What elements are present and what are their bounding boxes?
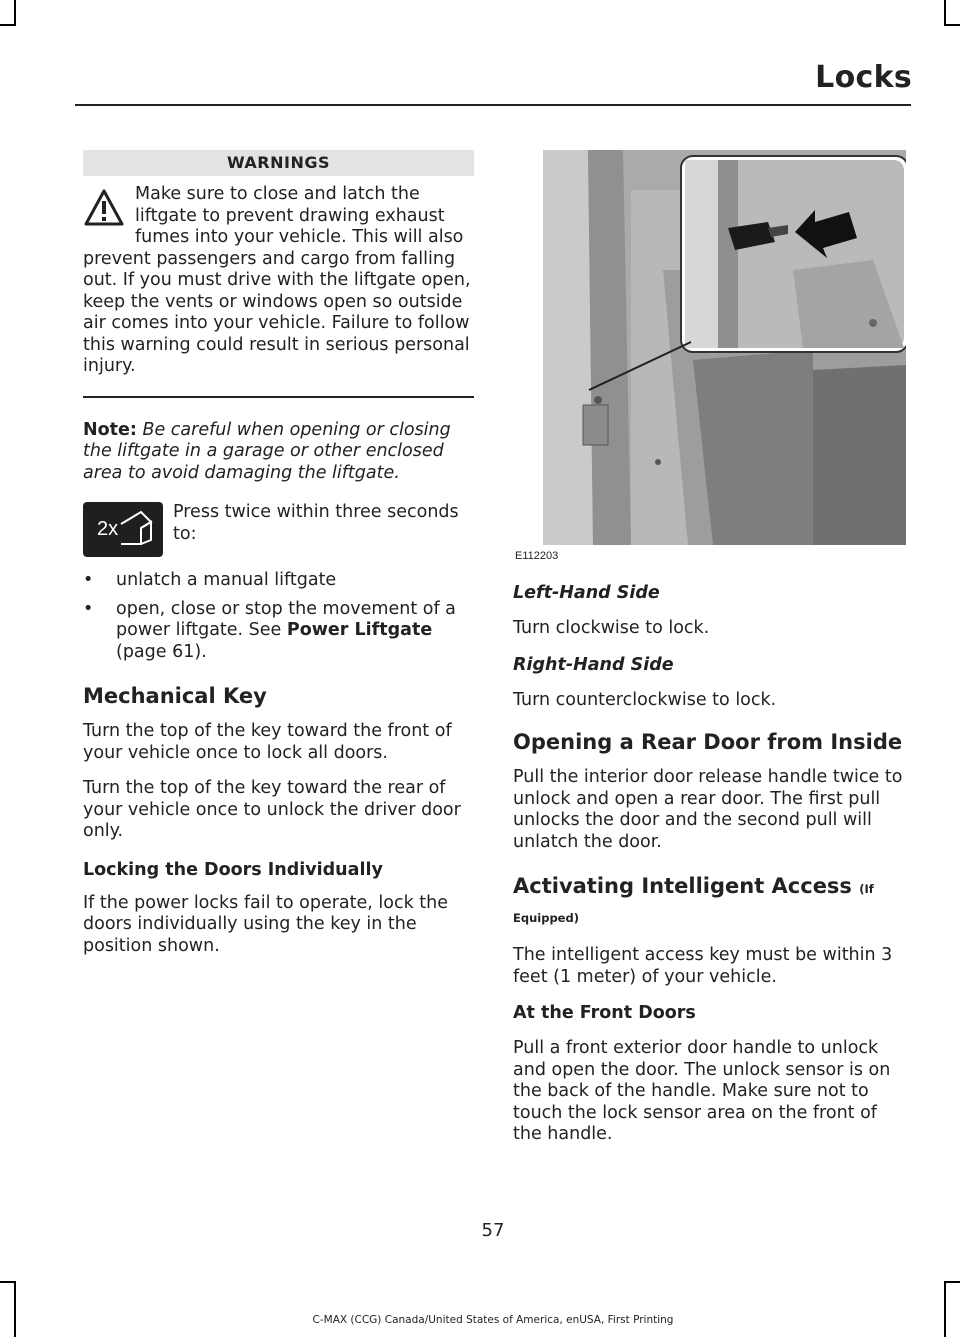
section-heading-intelligent-access	[513, 873, 906, 931]
crop-mark	[14, 0, 16, 24]
paragraph: Turn clockwise to lock.	[513, 618, 710, 638]
warnings-heading: WARNINGS	[83, 150, 474, 176]
paragraph: Turn the top of the key toward the rear of your vehicle once to unlock the driver door only.	[83, 778, 461, 841]
page-footer: C-MAX (CCG) Canada/United States of America, enUSA, First Printing	[312, 1314, 674, 1326]
warnings-body	[83, 184, 474, 378]
heading-text: Activating Intelligent Access	[513, 874, 852, 898]
left-column	[83, 150, 474, 957]
subheading-left-hand-side: Left-Hand Side	[513, 583, 660, 603]
list-item-text: (page 61).	[116, 641, 207, 662]
door-lock-image	[513, 150, 906, 562]
note-label: Note:	[83, 419, 137, 440]
crop-mark	[0, 24, 16, 26]
crop-mark	[944, 1281, 946, 1337]
crop-mark	[0, 1281, 16, 1283]
note-text: Be careful when opening or closing the liftgate in a garage or other enclosed area to avoid damaging the liftgate.	[83, 419, 451, 483]
crop-mark	[944, 1281, 960, 1283]
page-title: Locks	[815, 60, 912, 95]
paragraph: Pull a front exterior door handle to unlock and open the door. The unlock sensor is on the back of the handle. Make sure not to touch the lock sensor area on the front of the handle.	[513, 1038, 891, 1144]
crop-mark	[944, 24, 960, 26]
subheading-front-doors: At the Front Doors	[513, 1003, 696, 1023]
list-item	[83, 570, 474, 592]
crop-mark	[944, 0, 946, 24]
warnings-text: Make sure to close and latch the liftgate to prevent drawing exhaust fumes into your vehicle. This will also prevent passengers and cargo from falling out. If you must drive with the liftgate open, keep the vents or windows open so outside air comes into your vehicle. Failure to follow this warning could result in serious personal injury.	[83, 184, 471, 376]
figure-label: E112203	[515, 550, 559, 562]
bullet: •	[83, 570, 94, 590]
liftgate-outline-icon	[83, 502, 163, 557]
warning-triangle-icon	[83, 188, 125, 228]
paragraph: If the power locks fail to operate, lock the doors individually using the key in the position shown.	[83, 892, 448, 956]
right-column	[513, 150, 906, 1146]
section-heading-rear-door: Opening a Rear Door from Inside	[513, 730, 903, 754]
bullet: •	[83, 598, 94, 619]
press-text: Press twice within three seconds to:	[173, 502, 459, 544]
paragraph: Turn the top of the key toward the front of your vehicle once to lock all doors.	[83, 721, 452, 763]
crop-mark	[14, 1281, 16, 1337]
press-instruction	[83, 502, 474, 562]
door-lock-illustration	[513, 150, 906, 562]
liftgate-2x-icon	[83, 502, 163, 557]
note	[83, 420, 474, 485]
list-item	[83, 599, 474, 664]
subheading-right-hand-side: Right-Hand Side	[513, 654, 674, 675]
warnings-rule	[83, 396, 474, 398]
bullet-list	[83, 570, 474, 663]
cross-reference-link[interactable]: Power Liftgate	[286, 620, 433, 640]
paragraph: Turn counterclockwise to lock.	[513, 689, 777, 710]
section-heading-mechanical-key: Mechanical Key	[83, 684, 267, 708]
subheading-locking-doors: Locking the Doors Individually	[83, 859, 383, 880]
paragraph: The intelligent access key must be within 3 feet (1 meter) of your vehicle.	[513, 945, 893, 987]
header-rule	[75, 104, 911, 106]
page-number: 57	[481, 1220, 505, 1241]
icon-text: 2x	[97, 518, 119, 540]
heading-qualifier: (If Equipped)	[513, 882, 874, 925]
list-item-text: unlatch a manual liftgate	[116, 570, 337, 590]
list-item-text: open, close or stop the movement of a power liftgate. See	[116, 598, 456, 640]
paragraph: Pull the interior door release handle twice to unlock and open a rear door. The first pull unlocks the door and the second pull will unlatch the door.	[513, 767, 903, 852]
